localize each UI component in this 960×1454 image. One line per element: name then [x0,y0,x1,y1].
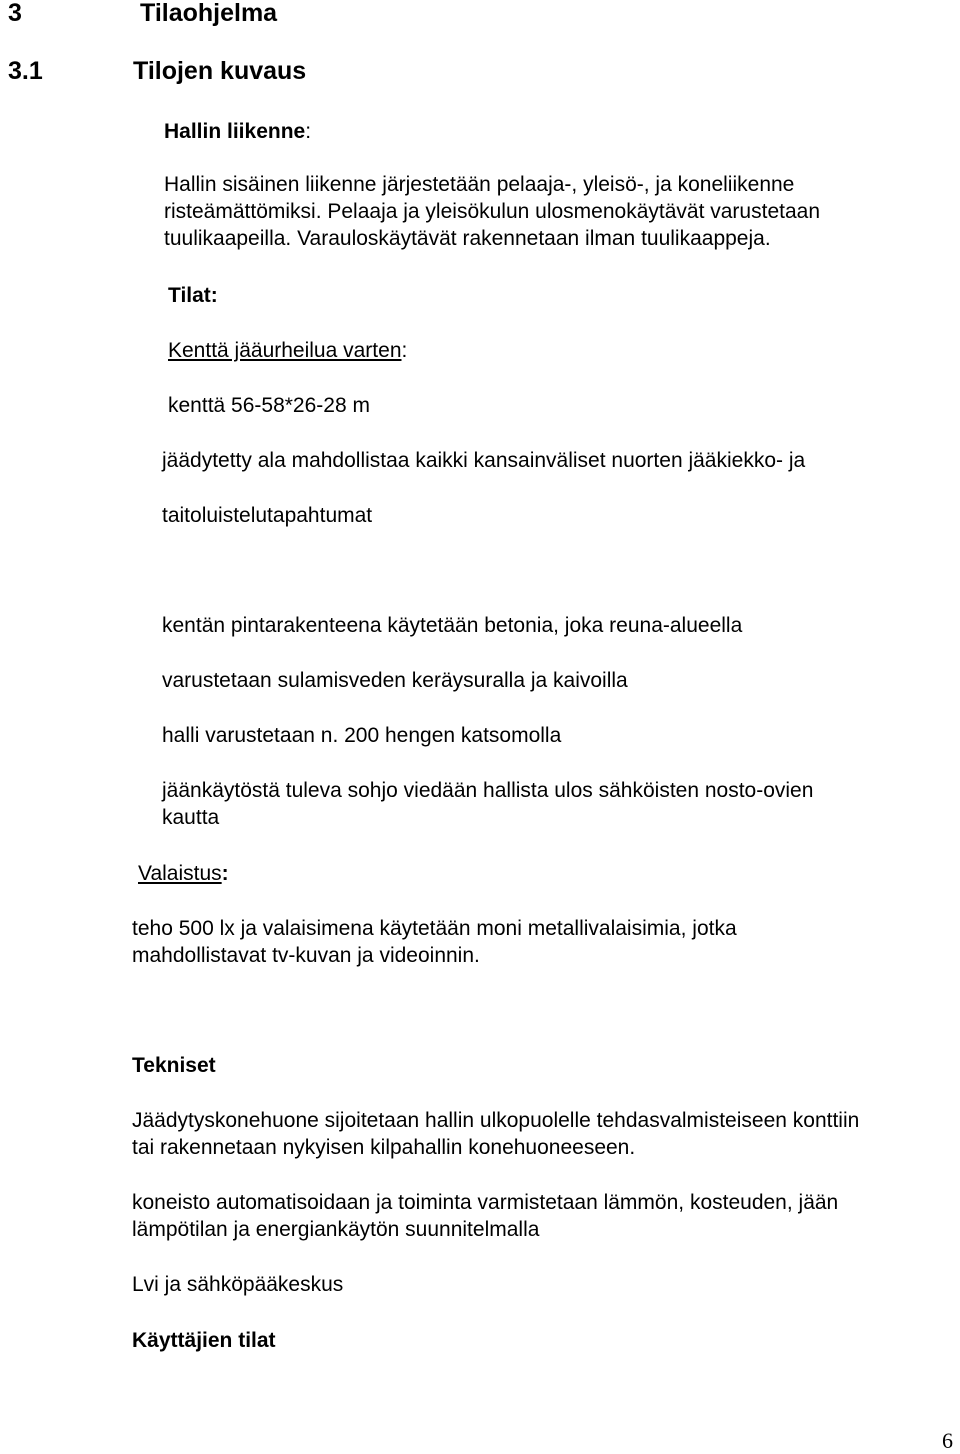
section-number: 3.1 [8,57,43,85]
valaistus-heading-block [138,860,229,887]
page-number: 6 [942,1428,953,1453]
tilat-subheading-block [168,337,407,364]
valaistus-line-1: teho 500 lx ja valaisimena käytetään moni metallivalaisimia, jotka [132,917,737,940]
valaistus-heading: Valaistus [138,862,222,885]
tilat-item-3: taitoluistelutapahtumat [162,504,373,527]
tekniset-line-4: lämpötilan ja energiankäytön suunnitelmalla [132,1218,540,1241]
tilat-item-1: kenttä 56-58*26-28 m [168,394,370,417]
tekniset-line-2: tai rakennetaan nykyisen kilpahallin konehuoneeseen. [132,1136,636,1159]
hallin-liikenne-line-2: risteämättömiksi. Pelaaja ja yleisökulun ulosmenokäytävät varustetaan [164,200,820,223]
tilat-subheading-colon: : [401,339,408,362]
hallin-liikenne-colon: : [305,120,312,143]
valaistus-colon: : [221,862,229,885]
hallin-liikenne-heading-block [164,118,311,145]
hallin-liikenne-heading: Hallin liikenne [164,120,306,143]
tekniset-line-3: koneisto automatisoidaan ja toiminta varmistetaan lämmön, kosteuden, jään [132,1191,839,1214]
tilat-item-7: jäänkäytöstä tuleva sohjo viedään hallista ulos sähköisten nosto-ovien [162,779,814,802]
hallin-liikenne-line-3: tuulikaapeilla. Varauloskäytävät rakennetaan ilman tuulikaappeja. [164,227,771,250]
chapter-title: Tilaohjelma [140,0,278,27]
tilat-item-5: varustetaan sulamisveden keräysuralla ja kaivoilla [162,669,628,692]
chapter-number: 3 [8,0,22,27]
kayttajien-tilat-heading: Käyttäjien tilat [132,1329,276,1352]
tekniset-line-5: Lvi ja sähköpääkeskus [132,1273,344,1296]
tilat-item-4: kentän pintarakenteena käytetään betonia, joka reuna-alueella [162,614,743,637]
section-title: Tilojen kuvaus [133,57,307,85]
hallin-liikenne-line-1: Hallin sisäinen liikenne järjestetään pelaaja-, yleisö-, ja koneliikenne [164,173,795,196]
tekniset-line-1: Jäädytyskonehuone sijoitetaan hallin ulkopuolelle tehdasvalmisteiseen konttiin [132,1109,860,1132]
tilat-heading: Tilat: [168,284,218,307]
valaistus-line-2: mahdollistavat tv-kuvan ja videoinnin. [132,944,480,967]
tilat-subheading: Kenttä jääurheilua varten [168,339,402,362]
tilat-item-6: halli varustetaan n. 200 hengen katsomolla [162,724,562,747]
tilat-item-2: jäädytetty ala mahdollistaa kaikki kansainväliset nuorten jääkiekko- ja [162,449,806,472]
tilat-item-8: kautta [162,806,220,829]
tekniset-heading: Tekniset [132,1054,216,1077]
